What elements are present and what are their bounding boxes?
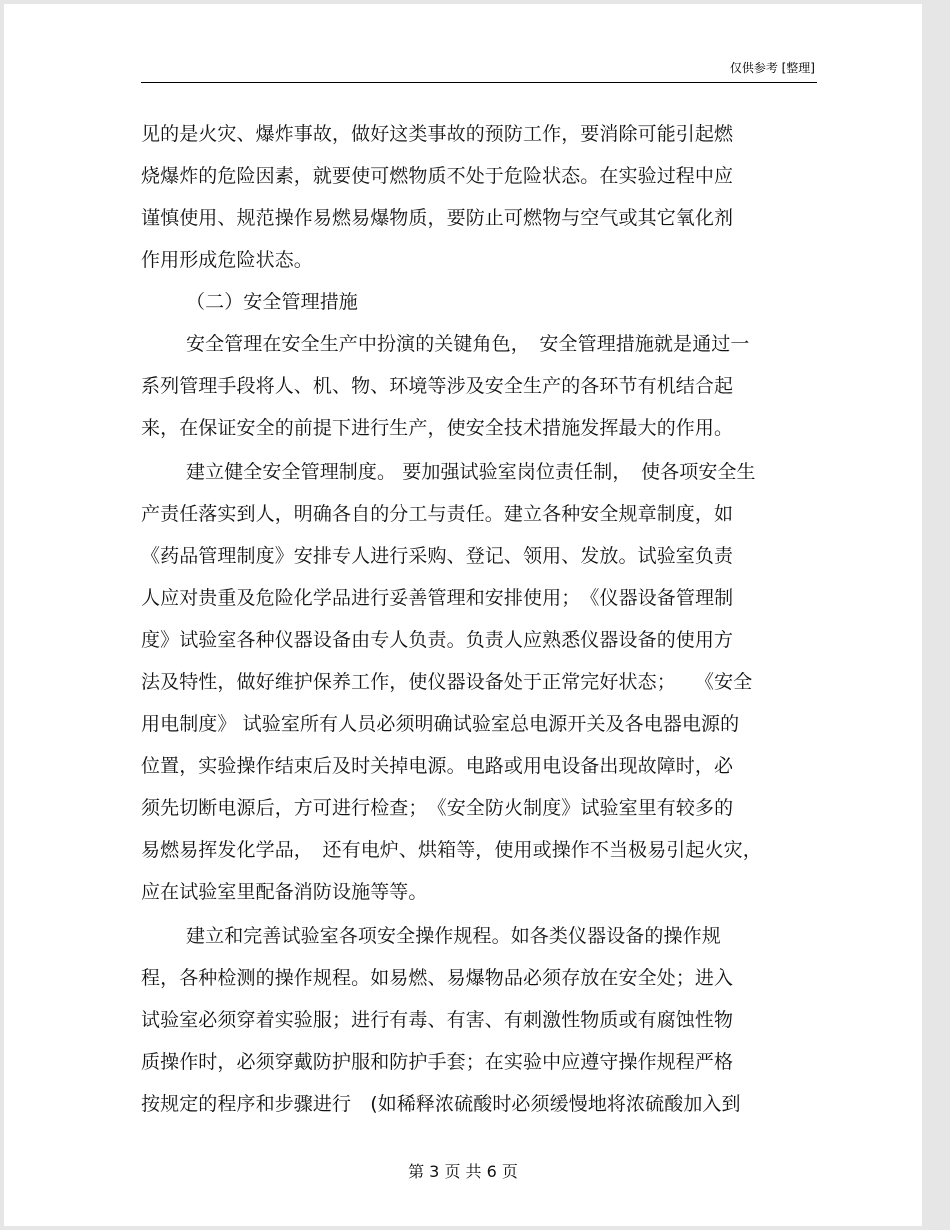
text-line: 《药品管理制度》安排专人进行采购、登记、领用、发放。试验室负责 [141,545,734,567]
text-line: 按规定的程序和步骤进行 (如稀释浓硫酸时必须缓慢地将浓硫酸加入到 [141,1093,741,1115]
text-line: 易燃易挥发化学品， 还有电炉、烘箱等，使用或操作不当极易引起火灾， [141,839,762,861]
text-line: 应在试验室里配备消防设施等等。 [141,881,428,903]
text-line: 试验室必须穿着实验服；进行有毒、有害、有刺激性物质或有腐蚀性物 [141,1009,734,1031]
text-line: 用电制度》 试验室所有人员必须明确试验室总电源开关及各电器电源的 [141,713,740,735]
text-line: 法及特性，做好维护保养工作，使仪器设备处于正常完好状态； 《安全 [141,671,753,693]
page-footer: 第 3 页 共 6 页 [408,1162,518,1181]
text-line: 谨慎使用、规范操作易燃易爆物质，要防止可燃物与空气或其它氧化剂 [141,207,734,229]
text-line: 产责任落实到人，明确各自的分工与责任。建立各种安全规章制度，如 [141,503,734,525]
header-text: 仅供参考 [整理] [729,61,815,75]
text-line: 位置，实验操作结束后及时关掉电源。电路或用电设备出现故障时，必 [141,755,734,777]
text-line: 烧爆炸的危险因素，就要使可燃物质不处于危险状态。在实验过程中应 [141,165,734,187]
text-line: 作用形成危险状态。 [141,249,313,271]
text-line: 人应对贵重及危险化学品进行妥善管理和安排使用； 《仪器设备管理制 [141,587,734,609]
text-line: 程，各种检测的操作规程。如易燃、易爆物品必须存放在安全处；进入 [141,967,734,989]
text-line: 须先切断电源后，方可进行检查； 《安全防火制度》试验室里有较多的 [141,797,734,819]
text-line: 系列管理手段将人、机、物、环境等涉及安全生产的各环节有机结合起 [141,375,734,397]
text-line: 建立健全安全管理制度。 要加强试验室岗位责任制， 使各项安全生 [186,461,756,483]
text-line: 见的是火灾、爆炸事故，做好这类事故的预防工作，要消除可能引起燃 [141,123,734,145]
text-line: 度》试验室各种仪器设备由专人负责。负责人应熟悉仪器设备的使用方 [141,629,734,651]
text-line: 来，在保证安全的前提下进行生产，使安全技术措施发挥最大的作用。 [141,417,734,439]
text-line: 质操作时，必须穿戴防护服和防护手套；在实验中应遵守操作规程严格 [141,1051,734,1073]
page-header [141,59,817,83]
text-line: 建立和完善试验室各项安全操作规程。如各类仪器设备的操作规 [186,925,721,947]
text-line: 安全管理在安全生产中扮演的关键角色， 安全管理措施就是通过一 [186,333,750,355]
section-heading: （二）安全管理措施 [186,291,358,313]
document-page [4,4,922,1226]
